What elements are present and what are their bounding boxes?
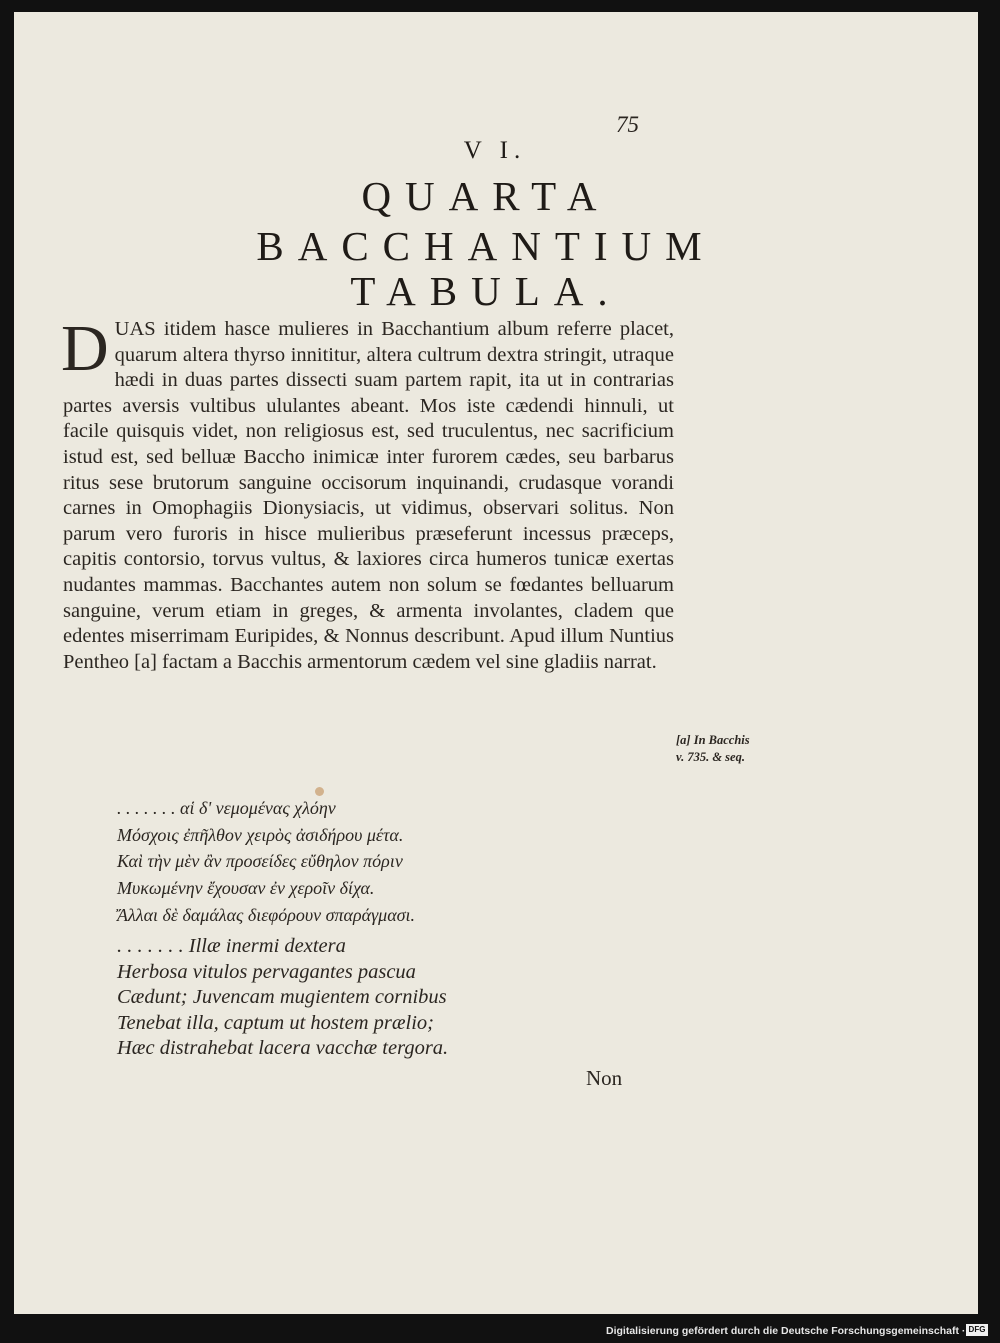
page-number: 75	[616, 112, 639, 137]
marginal-note-line: [a] In Bacchis	[676, 733, 750, 747]
catchword: Non	[586, 1066, 623, 1090]
marginal-note	[676, 732, 750, 766]
verse-line: Μυκωμένην ἔχουσαν ἐν χεροῖν δίχα.	[117, 878, 375, 899]
title-line-3: TABULA.	[350, 268, 622, 314]
drop-cap: D	[61, 312, 109, 385]
dfg-logo: DFG	[966, 1324, 988, 1336]
verse-line: Μόσχοις ἐπῆλθον χειρὸς ἀσιδήρου μέτα.	[117, 824, 404, 845]
title-line-2: BACCHANTIUM	[256, 223, 716, 269]
marginal-note-line: v. 735. & seq.	[676, 750, 745, 764]
title-line-1: QUARTA	[361, 173, 611, 219]
greek-verse-block	[117, 795, 415, 929]
verse-line: Καὶ τὴν μὲν ἂν προσείδες εὔθηλον πόριν	[117, 851, 403, 872]
latin-verse-block	[117, 934, 448, 1062]
verse-line: . . . . . . . αἱ δ' νεμομένας χλόην	[117, 798, 336, 818]
body-text: UAS itidem hasce mulieres in Bacchantium album referre placet, quarum altera thyrso innititur, altera cultrum dextra stringit, utraque hædi in duas partes dissecti suam partem rapit, ita ut in contrarias partes aversis vultibus ululantes abeant. Mos iste cædendi hinnuli, ut facile quisquis videt, non religiosus est, sed truculentus, nec sacrificium istud est, sed belluæ Baccho inimicæ inter furorem cædes, seu barbarus ritus sese brutorum sanguine occisorum inquinandi, crudasque vorandi carnes in Omophagiis Dionysiacis, ut vidimus, observari solitus. Non parum vero furoris in hisce mulieribus præseferunt incessus præceps, capitis contorsio, torvus vultus, & laxiores circa humeros tunicæ exertas nudantes mammas. Bacchantes autem non solum se fœdantes belluarum sanguine, verum etiam in greges, & armenta involantes, cladem que edentes miserrimam Euripides, & Nonnus describunt. Apud illum Nuntius Pentheo [a] factam a Bacchis armentorum cædem vel sine gladiis narrat.	[63, 318, 674, 673]
verse-line: Cædunt; Juvencam mugientem cornibus	[117, 986, 447, 1009]
section-number: V I.	[463, 137, 527, 164]
digitization-credit: Digitalisierung gefördert durch die Deutsche Forschungsgemeinschaft ·	[606, 1325, 966, 1337]
verse-line: Hæc distrahebat lacera vacchæ tergora.	[117, 1037, 449, 1060]
verse-line: . . . . . . . Illæ inermi dextera	[117, 935, 346, 957]
verse-line: Ἄλλαι δὲ δαμάλας διεφόρουν σπαράγμασι.	[117, 904, 416, 925]
body-paragraph	[61, 312, 674, 675]
verse-line: Tenebat illa, captum ut hostem prælio;	[117, 1011, 434, 1034]
verse-line: Herbosa vitulos pervagantes pascua	[117, 960, 416, 983]
